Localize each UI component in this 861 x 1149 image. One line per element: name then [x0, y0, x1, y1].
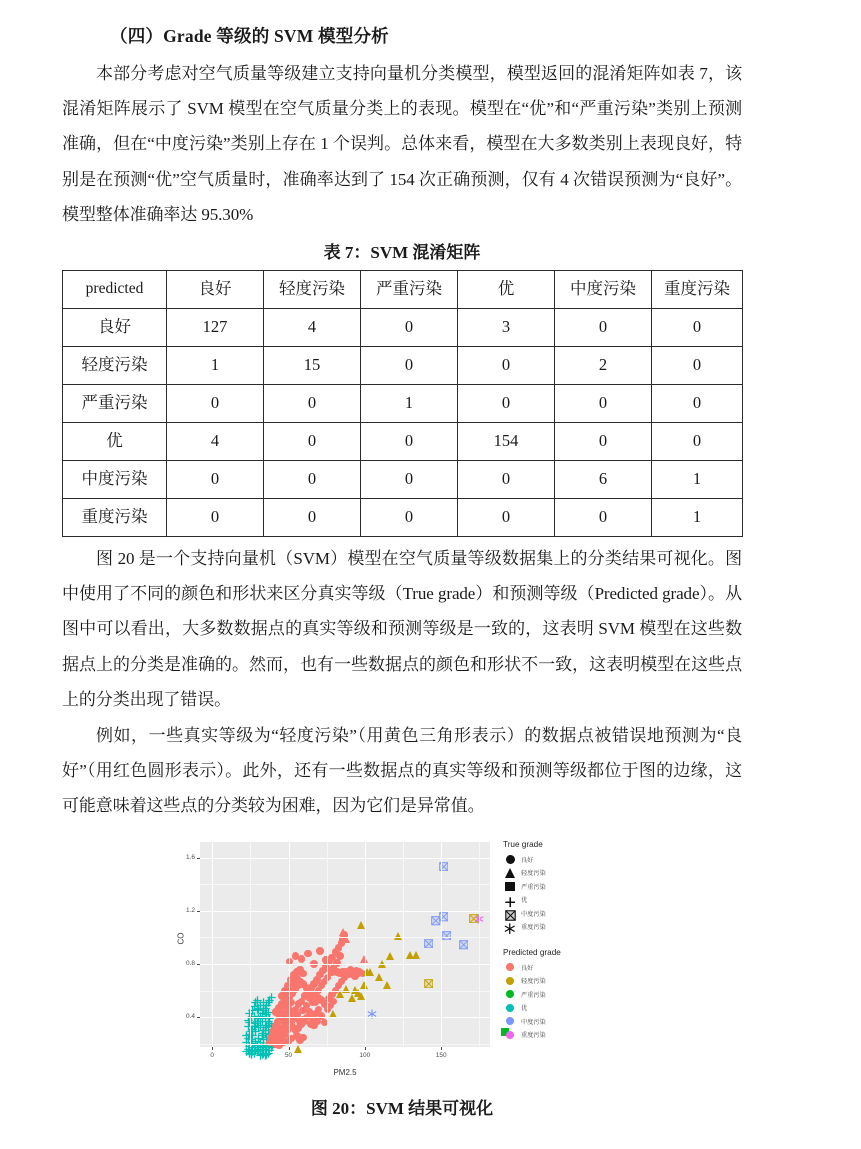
data-point-filled-circle — [506, 1017, 514, 1025]
data-point-filled-square — [505, 882, 515, 892]
x-gridline — [212, 842, 213, 1047]
table-row-label: 良好 — [63, 308, 167, 346]
legend-title: Predicted grade — [503, 947, 561, 957]
table-caption: 表 7：SVM 混淆矩阵 — [323, 242, 481, 262]
data-point-crossed-square — [424, 975, 434, 985]
svm-scatter-chart — [167, 834, 637, 1084]
y-gridline — [200, 911, 490, 912]
legend-key-icon — [503, 880, 517, 894]
data-point-filled-triangle — [383, 981, 391, 989]
table-column-header: 重度污染 — [652, 270, 743, 308]
table-cell: 0 — [458, 460, 555, 498]
data-point-filled-triangle — [357, 921, 365, 929]
x-gridline — [441, 842, 442, 1047]
legend-item — [503, 1028, 633, 1042]
table-row — [63, 308, 743, 346]
table-cell: 4 — [167, 422, 264, 460]
legend-key-icon — [503, 907, 517, 921]
table-corner-label: predicted — [63, 270, 167, 308]
table-cell: 0 — [555, 384, 652, 422]
legend-item — [503, 1015, 633, 1029]
legend-label: 中度污染 — [521, 1018, 546, 1026]
legend-label: 良好 — [521, 856, 534, 864]
table-cell: 3 — [458, 308, 555, 346]
table-cell: 0 — [458, 498, 555, 536]
data-point-filled-triangle — [357, 992, 365, 1000]
table-row — [63, 460, 743, 498]
page-title: （四）Grade 等级的 SVM 模型分析 — [110, 26, 389, 46]
y-gridline-minor — [200, 884, 490, 885]
table-cell: 0 — [361, 346, 458, 384]
y-gridline — [200, 858, 490, 859]
table-cell: 1 — [652, 498, 743, 536]
legend-item — [503, 907, 633, 921]
table-cell: 0 — [264, 498, 361, 536]
legend-title: True grade — [503, 839, 543, 849]
data-point-filled-triangle — [386, 952, 394, 960]
table-cell: 0 — [361, 422, 458, 460]
data-point-filled-triangle — [375, 973, 383, 981]
paragraph-figure-description: 图 20 是一个支持向量机（SVM）模型在空气质量等级数据集上的分类结果可视化。图中使用了不同的颜色和形状来区分真实等级（True grade）和预测等级（Predicted grade）。从图中可以看出，大多数数据点的真实等级和预测等级是一致的，这表明 SVM 模型在这些数据点上的分类是准确的。然而，也有一些数据点的颜色和形状不一致，这表明模型在这些点上的分类出现了错误。 — [62, 548, 742, 710]
x-gridline-minor — [403, 842, 404, 1047]
data-point-filled-triangle — [366, 968, 374, 976]
data-point-filled-circle — [506, 990, 514, 998]
x-tick-mark — [289, 1047, 290, 1050]
data-point-filled-circle — [313, 1018, 321, 1026]
table-column-header: 轻度污染 — [264, 270, 361, 308]
paragraph-intro: 本部分考虑对空气质量等级建立支持向量机分类模型，模型返回的混淆矩阵如表 7，该混淆矩阵展示了 SVM 模型在空气质量分类上的表现。模型在“优”和“严重污染”类别上预测准确，但在“中度污染”类别上存在 1 个误判。总体来看，模型在大多数类别上表现良好，特别是在预测“优”空气质量时，准确率达到了 154 次正确预测，仅有 4 次错误预测为“良好”。模型整体准确率达 95.30% — [62, 63, 742, 225]
legend-item — [503, 853, 633, 867]
legend-label: 优 — [521, 1005, 528, 1013]
table-column-header: 优 — [458, 270, 555, 308]
table-row — [63, 384, 743, 422]
data-point-filled-circle — [333, 959, 341, 967]
table-cell: 0 — [264, 460, 361, 498]
data-point-filled-circle — [506, 963, 514, 971]
y-tick-mark — [197, 858, 200, 859]
table-cell: 0 — [652, 422, 743, 460]
table-row-label: 严重污染 — [63, 384, 167, 422]
y-tick-mark — [197, 911, 200, 912]
data-point-plus — [256, 1047, 265, 1056]
page-content — [62, 22, 742, 1119]
chart-plot-panel — [200, 842, 490, 1047]
table-cell: 15 — [264, 346, 361, 384]
data-point-asterisk — [504, 921, 516, 933]
y-tick-label: 1.6 — [185, 853, 195, 861]
table-column-header: 中度污染 — [555, 270, 652, 308]
data-point-filled-circle — [316, 947, 324, 955]
figure-container — [62, 834, 742, 1084]
table-cell: 0 — [264, 422, 361, 460]
legend-item — [503, 974, 633, 988]
data-point-crossed-square — [442, 927, 452, 937]
legend-label: 良好 — [521, 964, 534, 972]
data-point-filled-triangle — [342, 935, 350, 943]
paragraph-example: 例如，一些真实等级为“轻度污染”（用黄色三角形表示）的数据点被错误地预测为“良好”（用红色圆形表示）。此外，还有一些数据点的真实等级和预测等级都位于图的边缘，这可能意味着这些点的分类较为困难，因为它们是异常值。 — [62, 725, 742, 816]
y-gridline — [200, 964, 490, 965]
legend-key-icon — [503, 1028, 517, 1042]
data-point-filled-triangle — [342, 985, 350, 993]
data-point-asterisk — [367, 1006, 377, 1016]
legend-item — [503, 866, 633, 880]
table-column-header: 严重污染 — [361, 270, 458, 308]
y-tick-mark — [197, 1017, 200, 1018]
legend-label: 严重污染 — [521, 991, 546, 999]
table-cell: 127 — [167, 308, 264, 346]
y-tick-label: 0.4 — [185, 1013, 195, 1021]
table-cell: 0 — [167, 384, 264, 422]
legend-label: 优 — [521, 897, 528, 905]
table-cell: 6 — [555, 460, 652, 498]
data-point-filled-circle — [304, 950, 312, 958]
table-cell: 0 — [361, 308, 458, 346]
y-tick-label: 1.2 — [185, 906, 195, 914]
data-point-filled-triangle — [505, 868, 515, 878]
data-point-filled-triangle — [412, 951, 420, 959]
legend-key-icon — [503, 866, 517, 880]
data-point-filled-triangle — [394, 932, 402, 940]
table-row — [63, 346, 743, 384]
x-gridline-minor — [250, 842, 251, 1047]
table-cell: 0 — [264, 384, 361, 422]
data-point-filled-circle — [299, 1034, 307, 1042]
data-point-filled-circle — [506, 855, 515, 864]
table-cell: 1 — [361, 384, 458, 422]
y-gridline-minor — [200, 991, 490, 992]
legend-item — [503, 988, 633, 1002]
table-row-label: 重度污染 — [63, 498, 167, 536]
table-column-header: 良好 — [167, 270, 264, 308]
x-tick-label: 50 — [284, 1051, 293, 1059]
x-tick-mark — [441, 1047, 442, 1050]
legend-key-icon — [503, 961, 517, 975]
data-point-filled-circle — [506, 1004, 514, 1012]
table-cell: 0 — [458, 384, 555, 422]
legend-key-icon — [503, 988, 517, 1002]
table-cell: 0 — [555, 422, 652, 460]
legend-key-icon — [503, 1015, 517, 1029]
table-cell: 0 — [167, 460, 264, 498]
confusion-matrix-table — [62, 270, 743, 537]
legend-key-icon — [503, 1001, 517, 1015]
table-row — [63, 498, 743, 536]
table-cell: 4 — [264, 308, 361, 346]
y-gridline-minor — [200, 937, 490, 938]
x-tick-mark — [365, 1047, 366, 1050]
data-point-plus — [244, 1012, 253, 1021]
table-cell: 0 — [652, 384, 743, 422]
legend-item — [503, 920, 633, 934]
table-cell: 1 — [167, 346, 264, 384]
legend-key-icon — [503, 920, 517, 934]
legend-key-icon — [503, 853, 517, 867]
data-point-filled-circle — [330, 998, 338, 1006]
data-point-filled-circle — [506, 977, 514, 985]
chart-legend — [503, 840, 633, 1042]
legend-label: 严重污染 — [521, 883, 546, 891]
data-point-crossed-square — [505, 908, 516, 919]
y-tick-label: 0.8 — [185, 960, 195, 968]
legend-gap — [503, 934, 633, 948]
table-row-label: 中度污染 — [63, 460, 167, 498]
x-gridline — [289, 842, 290, 1047]
table-cell: 0 — [555, 308, 652, 346]
legend-item — [503, 880, 633, 894]
legend-item — [503, 1001, 633, 1015]
legend-label: 轻度污染 — [521, 978, 546, 986]
x-gridline — [365, 842, 366, 1047]
x-gridline-minor — [479, 842, 480, 1047]
table-cell: 0 — [652, 346, 743, 384]
table-cell: 0 — [167, 498, 264, 536]
y-axis-title: CO — [176, 932, 186, 945]
table-cell: 154 — [458, 422, 555, 460]
table-row-label: 轻度污染 — [63, 346, 167, 384]
x-tick-label: 150 — [435, 1051, 447, 1059]
x-tick-mark — [212, 1047, 213, 1050]
table-cell: 0 — [361, 460, 458, 498]
figure-caption: 图 20：SVM 结果可视化 — [310, 1098, 494, 1118]
data-point-plus — [258, 1025, 267, 1034]
table-row-label: 优 — [63, 422, 167, 460]
table-cell: 0 — [555, 498, 652, 536]
legend-item — [503, 893, 633, 907]
data-point-plus — [505, 895, 516, 906]
legend-label: 中度污染 — [521, 910, 546, 918]
legend-key-icon — [503, 893, 517, 907]
data-point-filled-circle — [506, 1031, 514, 1039]
legend-key-icon — [503, 974, 517, 988]
y-gridline-minor — [200, 1044, 490, 1045]
table-row — [63, 422, 743, 460]
table-cell: 0 — [458, 346, 555, 384]
table-cell: 1 — [652, 460, 743, 498]
x-tick-label: 0 — [210, 1051, 215, 1059]
data-point-filled-circle — [336, 952, 344, 960]
y-tick-mark — [197, 964, 200, 965]
legend-label: 重度污染 — [521, 924, 546, 932]
table-cell: 0 — [361, 498, 458, 536]
table-header-row — [63, 270, 743, 308]
x-tick-label: 100 — [359, 1051, 371, 1059]
legend-label: 重度污染 — [521, 1032, 546, 1040]
x-gridline-minor — [327, 842, 328, 1047]
table-cell: 0 — [652, 308, 743, 346]
data-point-crossed-square — [459, 937, 469, 947]
y-gridline — [200, 1017, 490, 1018]
legend-item — [503, 961, 633, 975]
table-cell: 2 — [555, 346, 652, 384]
legend-label: 轻度污染 — [521, 870, 546, 878]
x-axis-title: PM2.5 — [333, 1067, 357, 1077]
